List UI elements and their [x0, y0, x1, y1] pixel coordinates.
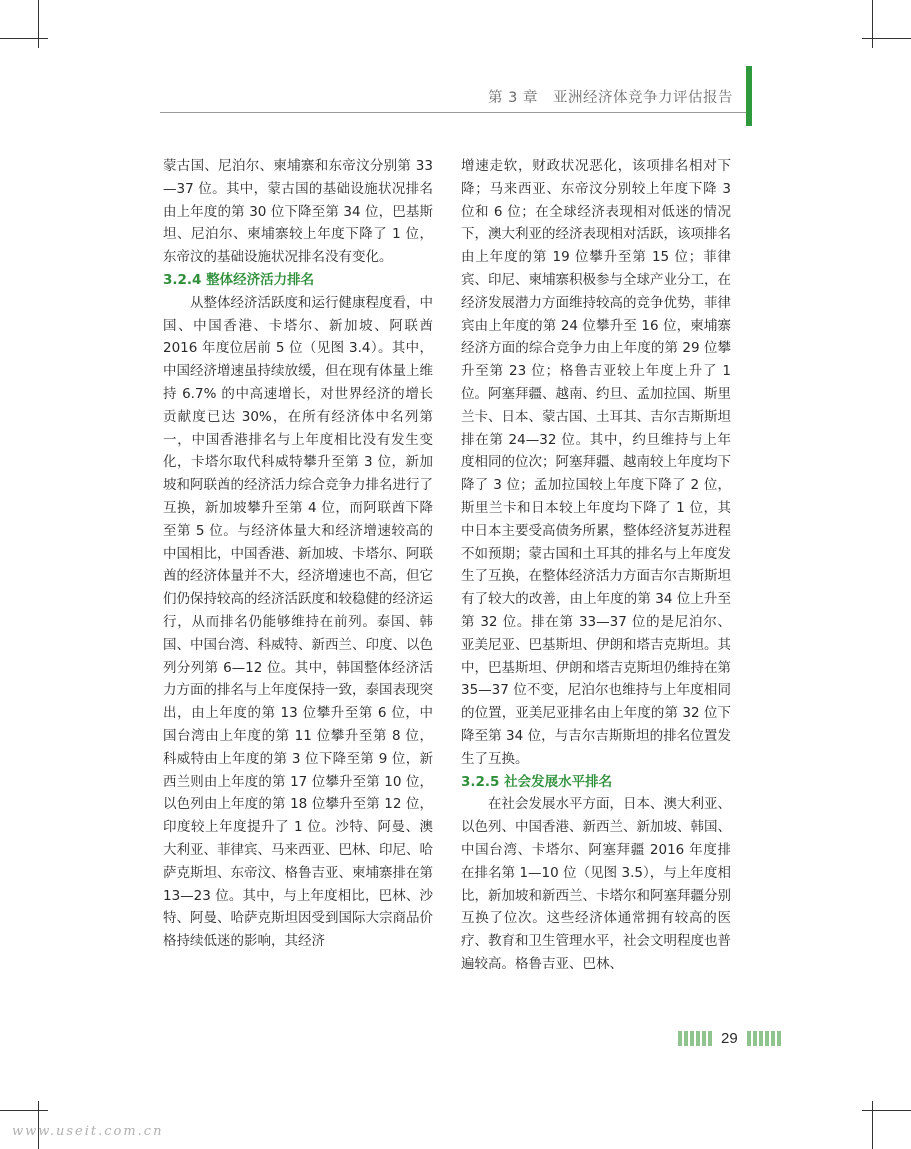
paragraph: 增速走软，财政状况恶化，该项排名相对下降；马来西亚、东帝汶分别较上年度下降 3 位和 6 位；在全球经济表现相对低迷的情况下，澳大利亚的经济表现相对活跃，该项排名由上年度的第 19 位攀升至第 15 位；菲律宾、印尼、柬埔寨积极参与全球产业分工，在经济发展潜力方面维持较高的竞争优势，菲律宾由上年度的第 24 位攀升至 16 位，柬埔寨经济方面的综合竞争力由上年度的第 29 位攀升至第 23 位；格鲁吉亚较上年度上升了 1 位。阿塞拜疆、越南、约旦、孟加拉国、斯里兰卡、日本、蒙古国、土耳其、吉尔吉斯斯坦排在第 24—32 位。其中，约旦维持与上年度相同的位次；阿塞拜疆、越南较上年度均下降了 3 位；孟加拉国较上年度下降了 2 位，斯里兰卡和日本较上年度均下降了 1 位，其中日本主要受高债务所累，整体经济复苏进程不如预期；蒙古国和土耳其的排名与上年度发生了互换，在整体经济活力方面吉尔吉斯斯坦有了较大的改善，由上年度的第 34 位上升至第 32 位。排在第 33—37 位的是尼泊尔、亚美尼亚、巴基斯坦、伊朗和塔吉克斯坦。其中，巴基斯坦、伊朗和塔吉克斯坦仍维持在第 35—37 位不变，尼泊尔也维持与上年度相同的位置，亚美尼亚排名由上年度的第 32 位下降至第 34 位，与吉尔吉斯斯坦的排名位置发生了互换。: [461, 158, 731, 767]
watermark: www.useit.com.cn: [12, 1124, 164, 1139]
crop-mark-bottom-left-h: [0, 1110, 48, 1111]
paragraph: 在社会发展水平方面，日本、澳大利亚、以色列、中国香港、新西兰、新加坡、韩国、中国台湾、卡塔尔、阿塞拜疆 2016 年度排在排名第 1—10 位（见图 3.5），与上年度相比，新加坡和新西兰、卡塔尔和阿塞拜疆分别互换了位次。这些经济体通常拥有较高的医疗、教育和卫生管理水平，社会文明程度也普遍较高。格鲁吉亚、巴林、: [461, 796, 731, 972]
left-text-column: [163, 155, 433, 953]
crop-mark-top-right-h: [862, 38, 911, 39]
page-folio: [678, 1030, 790, 1046]
section-heading-3-2-4: 3.2.4 整体经济活力排名: [163, 271, 315, 288]
running-header-title: 第 3 章 亚洲经济体竞争力评估报告: [488, 90, 733, 106]
folio-stripes-left: [678, 1031, 712, 1046]
paragraph: 蒙古国、尼泊尔、柬埔寨和东帝汶分别第 33—37 位。其中，蒙古国的基础设施状况排名由上年度的第 30 位下降至第 34 位，巴基斯坦、尼泊尔、柬埔寨较上年度下降了 1 位，东帝汶的基础设施状况排名没有变化。: [163, 158, 433, 266]
crop-mark-top-right-v: [872, 0, 873, 48]
section-heading-3-2-5: 3.2.5 社会发展水平排名: [461, 773, 613, 790]
crop-mark-bottom-right-h: [862, 1110, 911, 1111]
header-accent-bar: [746, 66, 752, 126]
folio-stripes-right: [747, 1031, 781, 1046]
paragraph: 从整体经济活跃度和运行健康程度看，中国、中国香港、卡塔尔、新加坡、阿联酋 2016 年度位居前 5 位（见图 3.4）。其中，中国经济增速虽持续放缓，但在现有体量上维持 6.7% 的中高速增长，对世界经济的增长贡献度已达 30%，在所有经济体中名列第一，中国香港排名与上年度相比没有发生变化，卡塔尔取代科威特攀升至第 3 位，新加坡和阿联酋的经济活力综合竞争力排名进行了互换，新加坡攀升至第 4 位，而阿联酋下降至第 5 位。与经济体量大和经济增速较高的中国相比，中国香港、新加坡、卡塔尔、阿联酋的经济体量并不大，经济增速也不高，但它们仍保持较高的经济活跃度和较稳健的经济运行，从而排名仍能够维持在前列。泰国、韩国、中国台湾、科威特、新西兰、印度、以色列分列第 6—12 位。其中，韩国整体经济活力方面的排名与上年度保持一致，泰国表现突出，由上年度的第 13 位攀升至第 6 位，中国台湾由上年度的第 11 位攀升至第 8 位，科威特由上年度的第 3 位下降至第 9 位，新西兰则由上年度的第 17 位攀升至第 10 位，以色列由上年度的第 18 位攀升至第 12 位，印度较上年度提升了 1 位。沙特、阿曼、澳大利亚、菲律宾、马来西亚、巴林、印尼、哈萨克斯坦、东帝汶、格鲁吉亚、柬埔寨排在第 13—23 位。其中，与上年度相比，巴林、沙特、阿曼、哈萨克斯坦因受到国际大宗商品价格持续低迷的影响，其经济: [163, 294, 433, 950]
header-rule: [160, 112, 752, 113]
crop-mark-top-left-h: [0, 38, 48, 39]
crop-mark-bottom-right-v: [872, 1101, 873, 1149]
page-number: 29: [721, 1029, 738, 1047]
crop-mark-top-left-v: [38, 0, 39, 48]
right-text-column: [461, 155, 731, 976]
